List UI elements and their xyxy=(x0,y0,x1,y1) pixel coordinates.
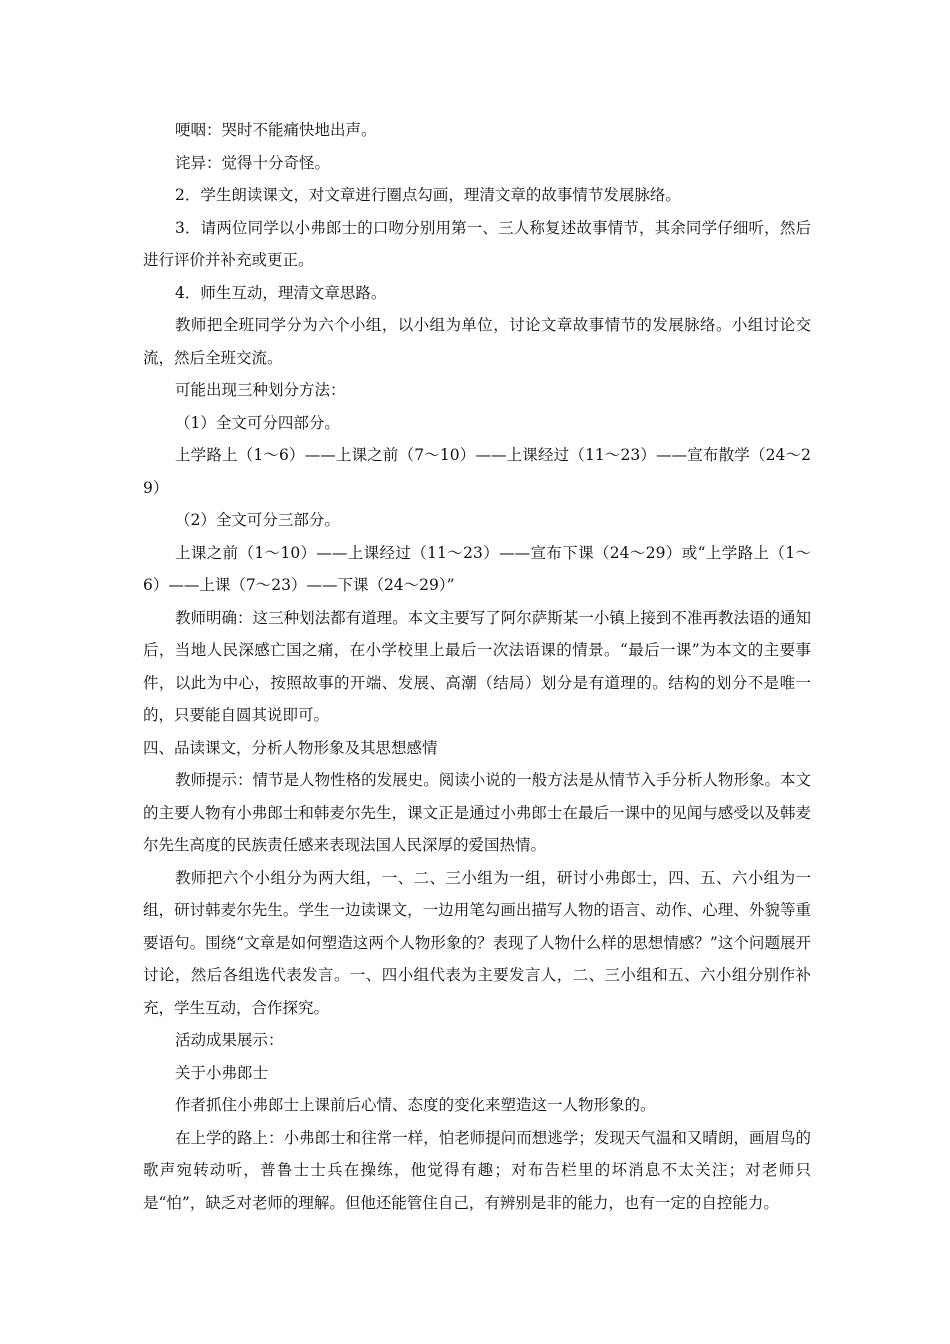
paragraph-gengye: 哽咽：哭时不能痛快地出声。 xyxy=(175,121,377,139)
paragraph-teacher-hint: 教师提示：情节是人物性格的发展史。阅读小说的一般方法是从情节入手分析人物形象。本文的主要人物有小弗郎士和韩麦尔先生，课文正是通过小弗郎士在最后一课中的见闻与感受以及韩麦尔先生高度的民族责任感来表现法国人民深厚的爱国热情。 xyxy=(143,771,811,854)
paragraph-teacher-clarify: 教师明确：这三种划法都有道理。本文主要写了阿尔萨斯某一小镇上接到不准再教法语的通知后，当地人民深感亡国之痛，在小学校里上最后一次法语课的情景。“最后一课”为本文的主要事件，以此为中心，按照故事的开端、发展、高潮（结局）划分是有道理的。结构的划分不是唯一的，只要能自圆其说即可。 xyxy=(143,608,811,724)
paragraph-group-discussion: 教师把全班同学分为六个小组，以小组为单位，讨论文章故事情节的发展脉络。小组讨论交流，然后全班交流。 xyxy=(143,316,811,367)
paragraph-on-the-way: 在上学的路上：小弗郎士和往常一样，怕老师提问而想逃学；发现天气温和又晴朗，画眉鸟的歌声宛转动听，普鲁士士兵在操练，他觉得有趣；对布告栏里的坏消息不太关注；对老师只是“怕”，缺乏对老师的理解。但他还能管住自己，有辨别是非的能力，也有一定的自控能力。 xyxy=(143,1128,811,1212)
paragraph-method-2: （2）全文可分三部分。 xyxy=(175,511,340,529)
paragraph-results: 活动成果展示： xyxy=(175,1031,284,1049)
paragraph-chayi: 诧异：觉得十分奇怪。 xyxy=(175,153,331,172)
paragraph-group-task: 教师把六个小组分为两大组，一、二、三小组为一组，研讨小弗郎士，四、五、六小组为一组，研讨韩麦尔先生。学生一边读课文，一边用笔勾画出描写人物的语言、动作、心理、外貌等重要语句。围绕“文章是如何塑造这两个人物形象的？表现了人物什么样的思想情感？”这个问题展开讨论，然后各组选代表发言。一、四小组代表为主要发言人，二、三小组和五、六小组分别作补充，学生互动，合作探究。 xyxy=(143,868,811,1017)
paragraph-author-method: 作者抓住小弗郎士上课前后心情、态度的变化来塑造这一人物形象的。 xyxy=(175,1096,656,1114)
paragraph-about-franz: 关于小弗郎士 xyxy=(175,1063,269,1082)
paragraph-step-3: 3．请两位同学以小弗郎士的口吻分别用第一、三人称复述故事情节，其余同学仔细听，然后进行评价并补充或更正。 xyxy=(143,218,811,269)
paragraph-step-4: 4．师生互动，理清文章思路。 xyxy=(175,283,387,302)
paragraph-method-2-detail: 上课之前（1～10）——上课经过（11～23）——宣布下课（24～29）或“上学路上（1～6）——上课（7～23）——下课（24～29）” xyxy=(143,543,811,594)
document-body xyxy=(143,114,811,1219)
paragraph-method-1: （1）全文可分四部分。 xyxy=(175,413,340,432)
section-heading-4: 四、品读课文，分析人物形象及其思想感情 xyxy=(143,738,438,757)
paragraph-method-1-detail: 上学路上（1～6）——上课之前（7～10）——上课经过（11～23）——宣布散学（24～29） xyxy=(143,446,811,497)
paragraph-three-methods: 可能出现三种划分方法： xyxy=(175,381,346,399)
paragraph-step-2: 2．学生朗读课文，对文章进行圈点勾画，理清文章的故事情节发展脉络。 xyxy=(175,186,681,204)
